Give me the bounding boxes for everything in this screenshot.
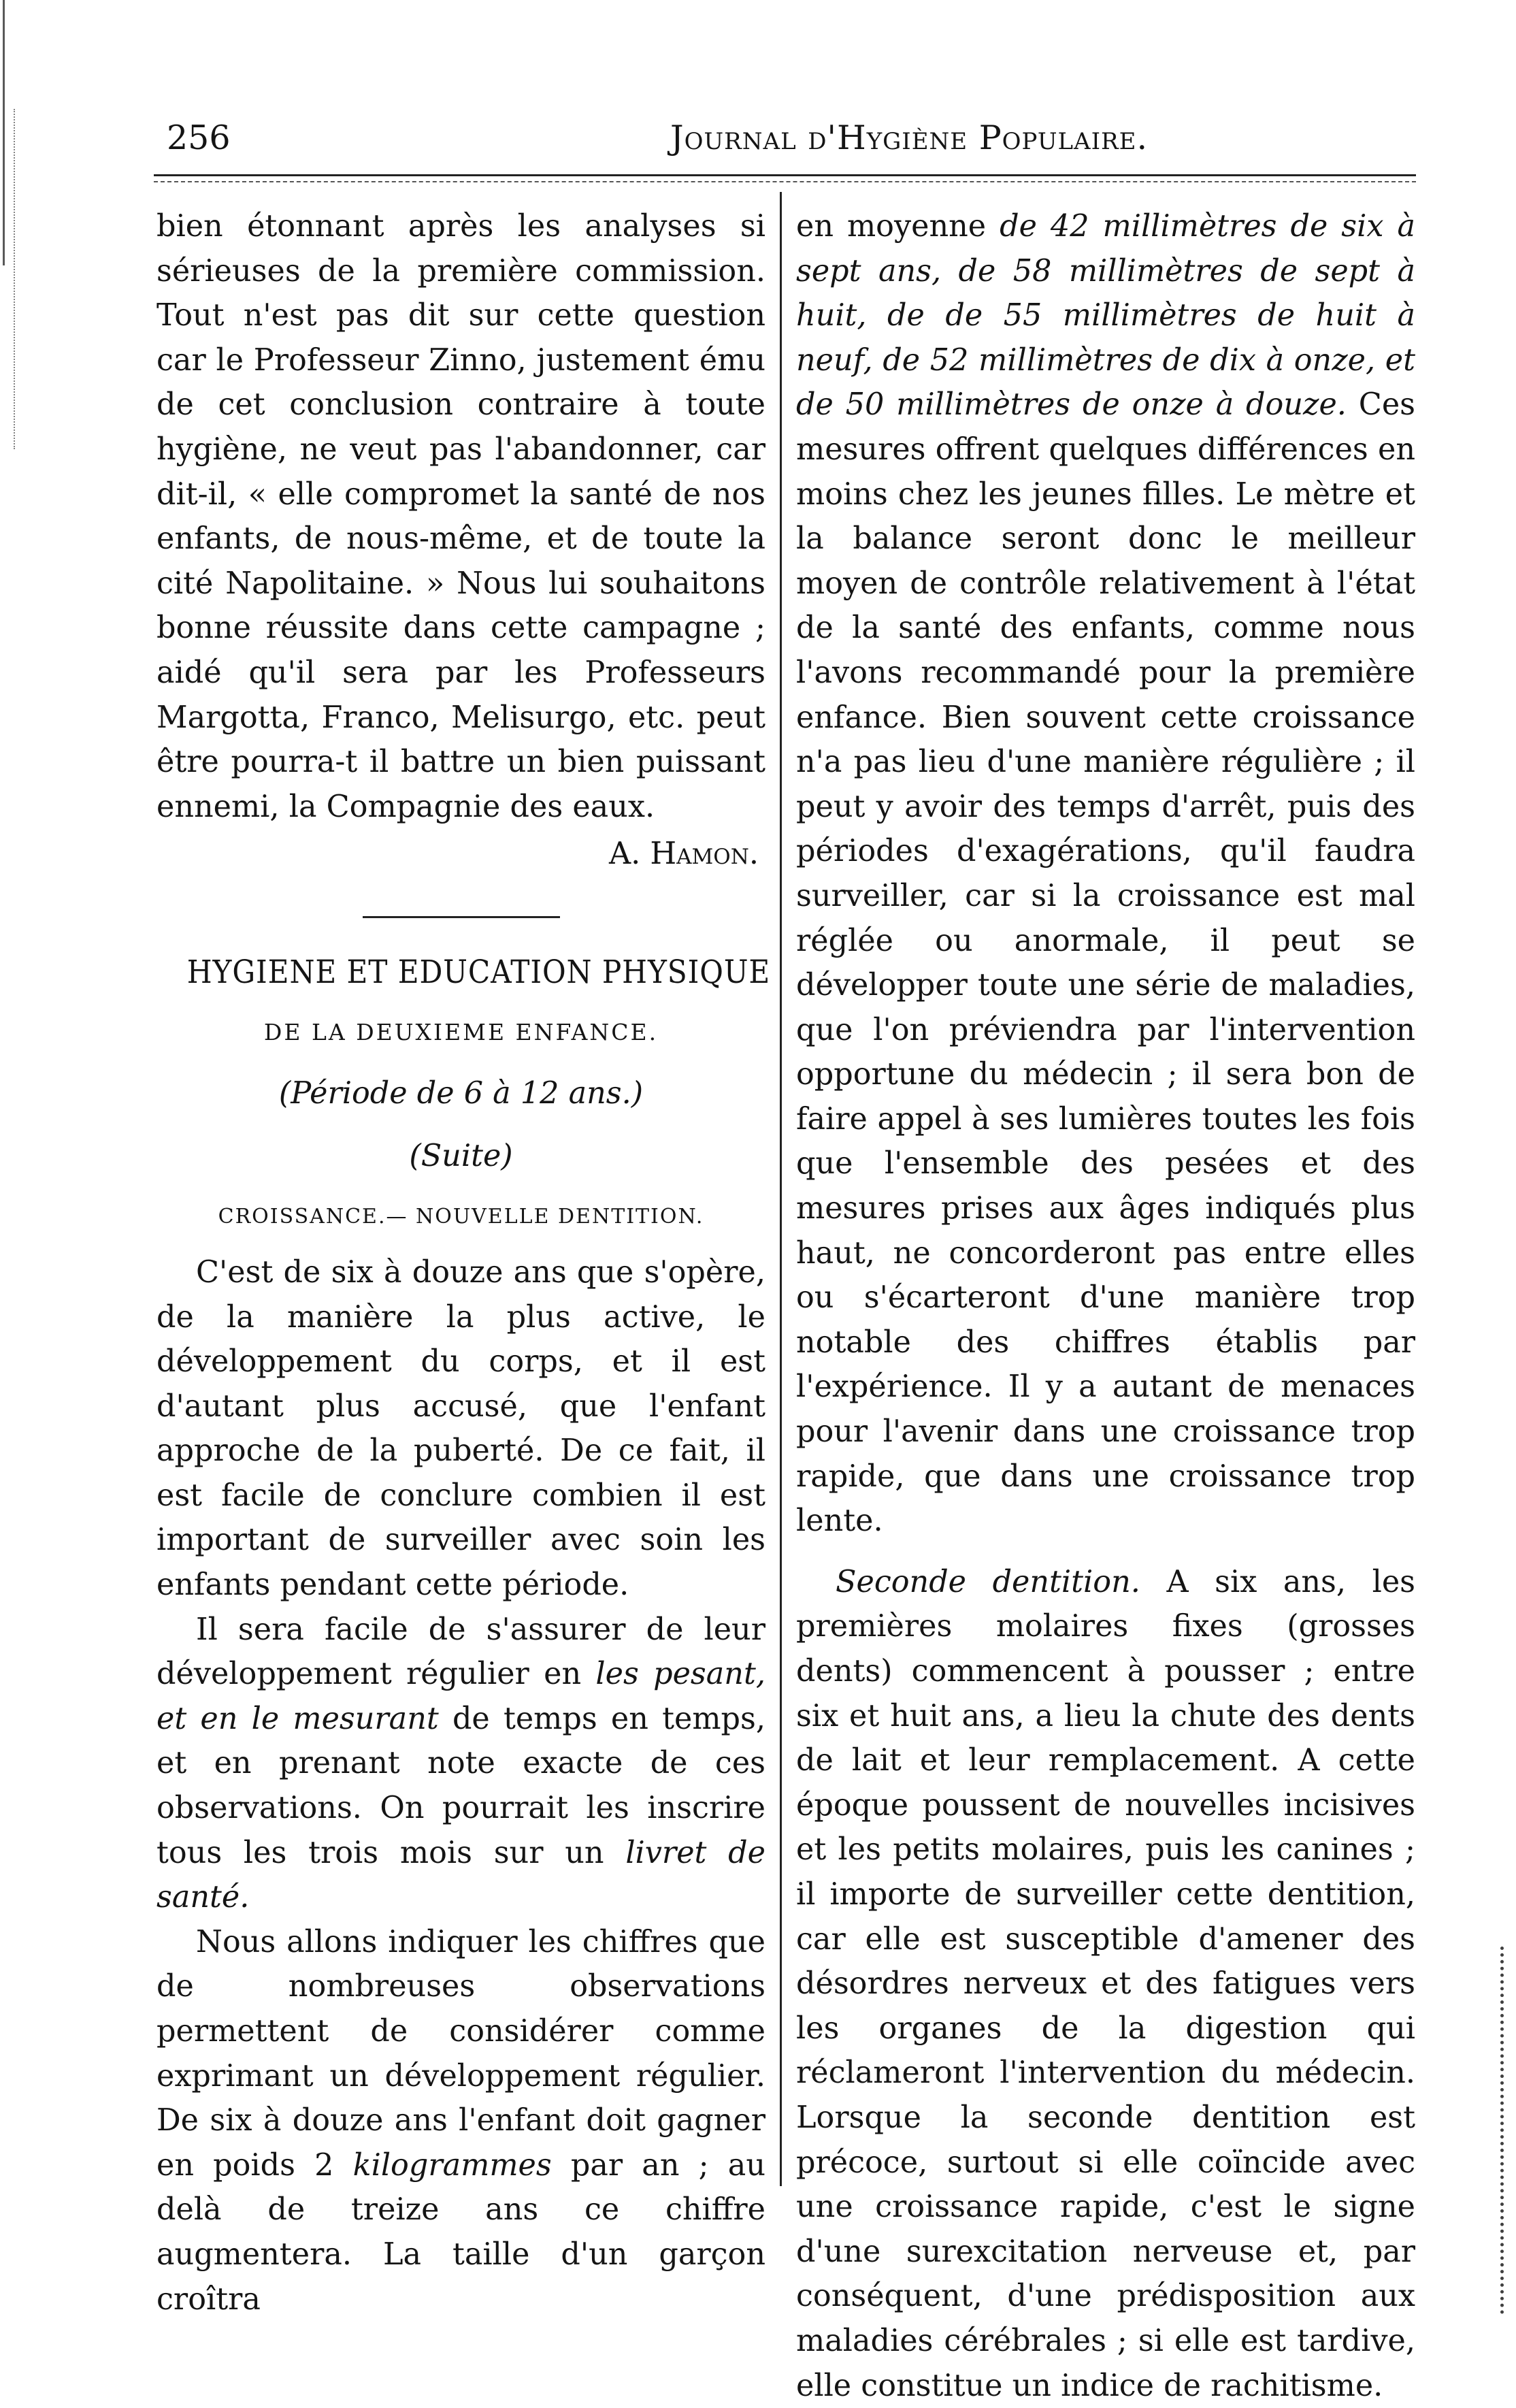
running-head bbox=[167, 114, 1380, 162]
paragraph-second-dentition bbox=[796, 1560, 1415, 2408]
paragraph-height-text-a: en moyenne bbox=[796, 209, 1000, 244]
height-figures-emphasis: de 42 millimètres de six à sept ans, de 58 millimètres de sept à huit, de de 55 millimètres de huit à neuf, de 52 millimètres de dix à onze, et de 50 millimètres de onze à douze. bbox=[796, 209, 1415, 423]
header-rule-dashed bbox=[154, 181, 1416, 182]
paragraph-measurement-emphasis: les pesant, et en le mesurant bbox=[156, 1657, 765, 1736]
page-number: 256 bbox=[167, 118, 231, 157]
article-subtitle: DE LA DEUXIEME ENFANCE. bbox=[263, 1018, 659, 1045]
scan-edge-mark-left-dotted bbox=[14, 109, 16, 449]
journal-title: Journal d'Hygiène Populaire. bbox=[670, 118, 1149, 157]
paragraph-measurement bbox=[156, 1608, 765, 1920]
left-column bbox=[156, 204, 771, 2322]
paragraph-measurement-text-a: Il sera facile de s'assurer de leur développement régulier en bbox=[156, 1612, 765, 1692]
paragraph-measurement-text-b: de temps en temps, et en prenant note exacte de ces observations. On pourrait les inscrire tous les trois mois sur un bbox=[156, 1701, 765, 1870]
paragraph-figures-text-b: par an ; au delà de treize ans ce chiffre augmentera. La taille d'un garçon croîtra bbox=[156, 2147, 766, 2317]
scan-edge-mark-right bbox=[1500, 1947, 1511, 2314]
suite-note: (Suite) bbox=[409, 1138, 513, 1173]
paragraph-figures-text-a: Nous allons indiquer les chiffres que de nombreuses observations permettent de considérer comme exprimant un développement régulier. De six à douze ans l'enfant doit gagner en poids 2 bbox=[156, 1924, 765, 2183]
kilogrammes-emphasis: kilogrammes bbox=[352, 2147, 552, 2183]
section-heading: CROISSANCE.— NOUVELLE DENTITION. bbox=[218, 1204, 704, 1229]
right-column bbox=[796, 204, 1415, 2408]
seconde-dentition-heading: Seconde dentition. bbox=[836, 1564, 1140, 1599]
period-note: (Période de 6 à 12 ans.) bbox=[278, 1075, 644, 1111]
column-divider bbox=[780, 192, 782, 2186]
paragraph-height-text-b: Ces mesures offrent quelques différences en moins chez les jeunes filles. Le mètre et la balance seront donc le meilleur moyen de contrôle relativement à l'état de la santé des enfants, comme nous l'avons recommandé pour la première enfance. Bien souvent cette croissance n'a pas lieu d'une manière régulière ; il peut y avoir des temps d'arrêt, puis des périodes d'exagérations, qu'il faudra surveiller, car si la croissance est mal réglée ou anormale, il peut se développer toute une série de maladies, que l'on préviendra par l'intervention opportune du médecin ; il sera bon de faire appel à ses lumières toutes les fois que l'ensemble des pesées et des mesures prises aux âges indiqués plus haut, ne concorderont pas entre elles ou s'écarteront d'une manière trop notable des chiffres établis par l'expérience. Il y a autant de menaces pour l'avenir dans une croissance trop rapide, que dans une croissance trop lente. bbox=[796, 387, 1415, 1539]
author-signature: A. Hamon. bbox=[608, 836, 759, 872]
paragraph-figures bbox=[156, 1920, 765, 2322]
header-rule bbox=[154, 174, 1416, 176]
scan-edge-mark-left bbox=[3, 0, 7, 265]
section-separator bbox=[363, 916, 560, 918]
paragraph-height-growth bbox=[796, 204, 1415, 1544]
previous-article-ending: bien étonnant après les analyses si sérieuses de la première commission. Tout n'est pas dit sur cette question car le Professeur Zinno, justement ému de cet conclusion contraire à toute hygiène, ne veut pas l'abandonner, car dit-il, « elle compromet la santé de nos enfants, de nous-même, et de toute la cité Napolitaine. » Nous lui souhaitons bonne réussite dans cette campagne ; aidé qu'il sera par les Professeurs Margotta, Franco, Melisurgo, etc. peut être pourra-t il battre un bien puissant ennemi, la Compagnie des eaux. bbox=[156, 209, 765, 824]
livret-de-sante-emphasis: livret de santé. bbox=[156, 1835, 766, 1915]
article-title: HYGIENE ET EDUCATION PHYSIQUE bbox=[186, 953, 771, 991]
paragraph-dentition-text: A six ans, les premières molaires fixes (grosses dents) commencent à pousser ; entre six et huit ans, a lieu la chute des dents de lait et leur remplacement. A cette époque poussent de nouvelles incisives et les petits molaires, puis les canines ; il importe de surveiller cette dentition, car elle est susceptible d'amener des désordres nerveux et des fatigues vers les organes de la digestion qui réclameront l'intervention du médecin. Lorsque la seconde dentition est précoce, surtout si elle coïncide avec une croissance rapide, c'est le signe d'une surexcitation nerveuse et, par conséquent, d'une prédisposition aux maladies cérébrales ; si elle est tardive, elle constitue un indice de rachitisme. bbox=[796, 1564, 1415, 2403]
paragraph-growth-intro: C'est de six à douze ans que s'opère, de la manière la plus active, le développement du corps, et il est d'autant plus accusé, que l'enfant approche de la puberté. De ce fait, il est facile de conclure combien il est important de surveiller avec soin les enfants pendant cette période. bbox=[156, 1254, 765, 1603]
